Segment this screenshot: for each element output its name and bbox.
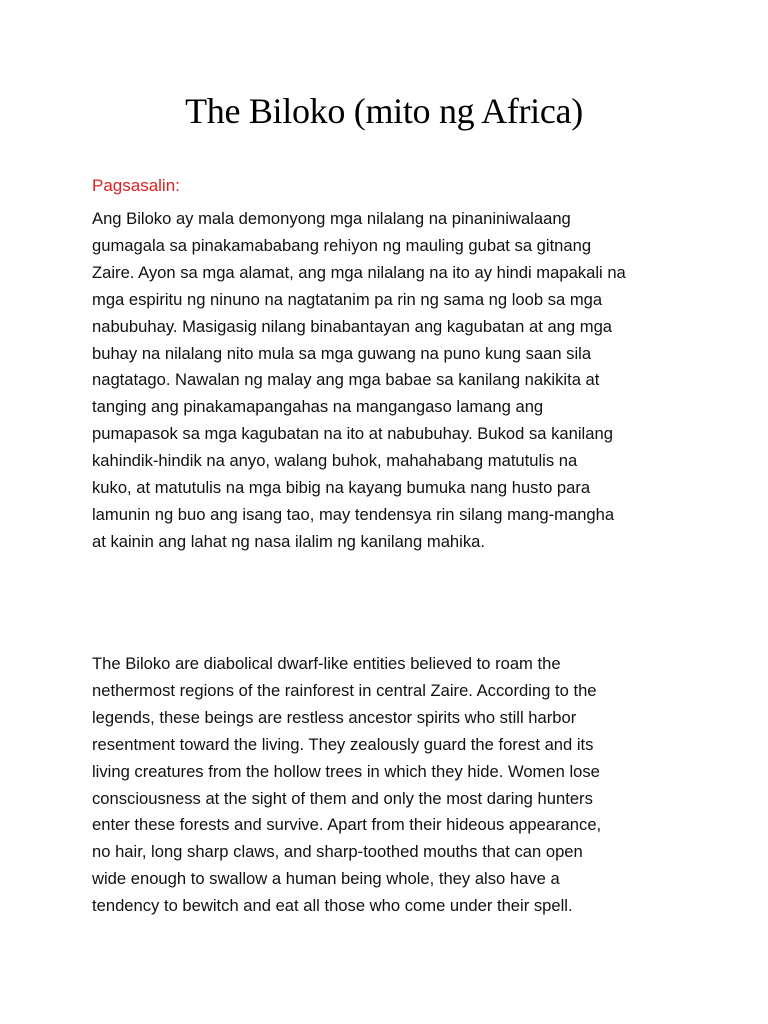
paragraph-line: wide enough to swallow a human being whole, they also have a	[92, 869, 560, 889]
english-paragraph	[92, 651, 692, 920]
paragraph-line: The Biloko are diabolical dwarf-like entities believed to roam the	[92, 654, 561, 673]
paragraph-line: tendency to bewitch and eat all those who come under their spell.	[92, 896, 573, 916]
paragraph-line: at kainin ang lahat ng nasa ilalim ng kanilang mahika.	[92, 531, 485, 551]
paragraph-line: resentment toward the living. They zealously guard the forest and its	[92, 734, 594, 754]
paragraph-line: lamunin ng buo ang isang tao, may tendensya rin silang mang-mangha	[92, 504, 615, 524]
paragraph-line: nethermost regions of the rainforest in central Zaire. According to the	[92, 680, 597, 700]
translation-heading: Pagsasalin:	[92, 176, 180, 195]
paragraph-line: enter these forests and survive. Apart from their hideous appearance,	[92, 815, 602, 835]
paragraph-line: Zaire. Ayon sa mga alamat, ang mga nilalang na ito ay hindi mapakali na	[92, 262, 626, 282]
paragraph-line: kahindik-hindik na anyo, walang buhok, mahahabang matutulis na	[92, 451, 578, 471]
paragraph-line: Ang Biloko ay mala demonyong mga nilalang na pinaniniwalaang	[92, 209, 571, 228]
paragraph-line: pumapasok sa mga kagubatan na ito at nabubuhay. Bukod sa kanilang	[92, 424, 613, 444]
paragraph-line: mga espiritu ng ninuno na nagtatanim pa rin ng sama ng loob sa mga	[92, 289, 603, 309]
paragraph-line: buhay na nilalang nito mula sa mga guwang na puno kung saan sila	[92, 343, 592, 363]
paragraph-line: consciousness at the sight of them and only the most daring hunters	[92, 788, 593, 808]
paragraph-line: kuko, at matutulis na mga bibig na kayang bumuka nang husto para	[92, 478, 591, 498]
paragraph-line: legends, these beings are restless ancestor spirits who still harbor	[92, 707, 577, 727]
paragraph-line: gumagala sa pinakamababang rehiyon ng mauling gubat sa gitnang	[92, 235, 592, 255]
paragraph-line: living creatures from the hollow trees in which they hide. Women lose	[92, 761, 600, 781]
paragraph-line: no hair, long sharp claws, and sharp-toothed mouths that can open	[92, 842, 583, 862]
tagalog-paragraph	[92, 206, 692, 556]
paragraph-line: nabubuhay. Masigasig nilang binabantayan ang kagubatan at ang mga	[92, 316, 613, 336]
page-title: The Biloko (mito ng Africa)	[185, 91, 583, 131]
paragraph-line: tanging ang pinakamapangahas na mangangaso lamang ang	[92, 397, 544, 417]
paragraph-line: nagtatago. Nawalan ng malay ang mga babae sa kanilang nakikita at	[92, 370, 600, 390]
